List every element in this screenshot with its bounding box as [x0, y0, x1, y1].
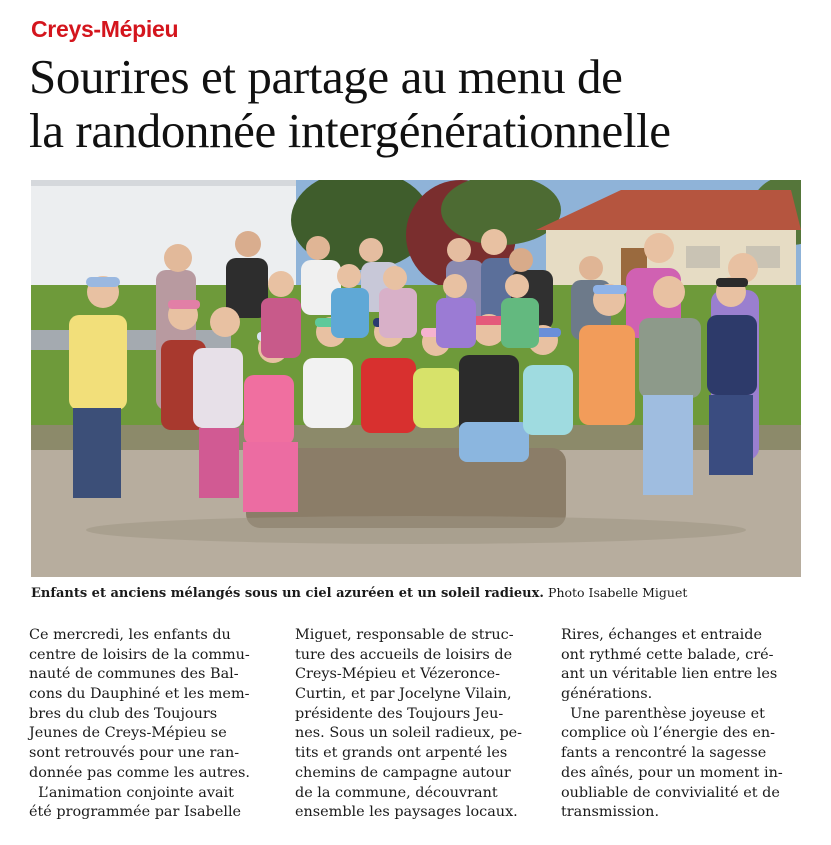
text-line: Curtin, et par Jocelyne Vilain, — [295, 686, 512, 703]
headline-line-2: la randonnée intergénérationnelle — [29, 103, 671, 158]
text-line: des aînés, pour un moment in- — [561, 764, 783, 781]
text-line: générations. — [561, 686, 653, 703]
group-photo — [31, 180, 801, 577]
group-photo-illustration — [31, 180, 801, 577]
text-line: de la commune, découvrant — [295, 784, 498, 801]
text-line: fants a rencontré la sagesse — [561, 745, 767, 762]
text-line: centre de loisirs de la commu- — [29, 646, 250, 663]
text-line: présidente des Toujours Jeu- — [295, 705, 504, 722]
text-line: ant un véritable lien entre les — [561, 666, 778, 683]
text-line: tits et grands ont arpenté les — [295, 745, 508, 762]
text-line: Jeunes de Creys-Mépieu se — [29, 725, 227, 742]
text-line: sont retrouvés pour une ran- — [29, 745, 240, 762]
text-line: donnée pas comme les autres. — [29, 764, 250, 781]
text-line: nes. Sous un soleil radieux, pe- — [295, 725, 523, 742]
text-line: Creys-Mépieu et Vézeronce- — [295, 666, 501, 683]
text-line: bres du club des Toujours — [29, 705, 218, 722]
text-line: Miguet, responsable de struc- — [295, 627, 514, 643]
article-column-2 — [295, 626, 539, 823]
text-line: Rires, échanges et entraide — [561, 627, 762, 643]
text-line: ensemble les paysages locaux. — [295, 804, 518, 821]
text-line: transmission. — [561, 804, 660, 821]
text-line: ont rythmé cette balade, cré- — [561, 646, 774, 663]
section-kicker: Creys-Mépieu — [31, 16, 179, 42]
text-line: oubliable de convivialité et de — [561, 784, 780, 801]
photo-credit: Photo Isabelle Miguet — [548, 585, 688, 600]
text-line: été programmée par Isabelle — [29, 804, 242, 821]
photo-caption — [31, 584, 811, 603]
caption-text: Enfants et anciens mélangés sous un ciel azuréen et un soleil radieux. — [31, 586, 544, 601]
text-line: ture des accueils de loisirs de — [295, 646, 513, 663]
text-line: nauté de communes des Bal- — [29, 666, 239, 683]
text-line: Une parenthèse joyeuse et — [561, 705, 765, 722]
article-column-3 — [561, 626, 805, 823]
text-line: Ce mercredi, les enfants du — [29, 627, 231, 643]
text-line: chemins de campagne autour — [295, 764, 511, 781]
text-line: complice où l’énergie des en- — [561, 725, 776, 742]
text-line: L’animation conjointe avait — [29, 784, 234, 801]
article-headline — [29, 50, 819, 158]
article-column-1 — [29, 626, 273, 823]
headline-line-1: Sourires et partage au menu de — [29, 49, 623, 104]
text-line: cons du Dauphiné et les mem- — [29, 686, 250, 703]
